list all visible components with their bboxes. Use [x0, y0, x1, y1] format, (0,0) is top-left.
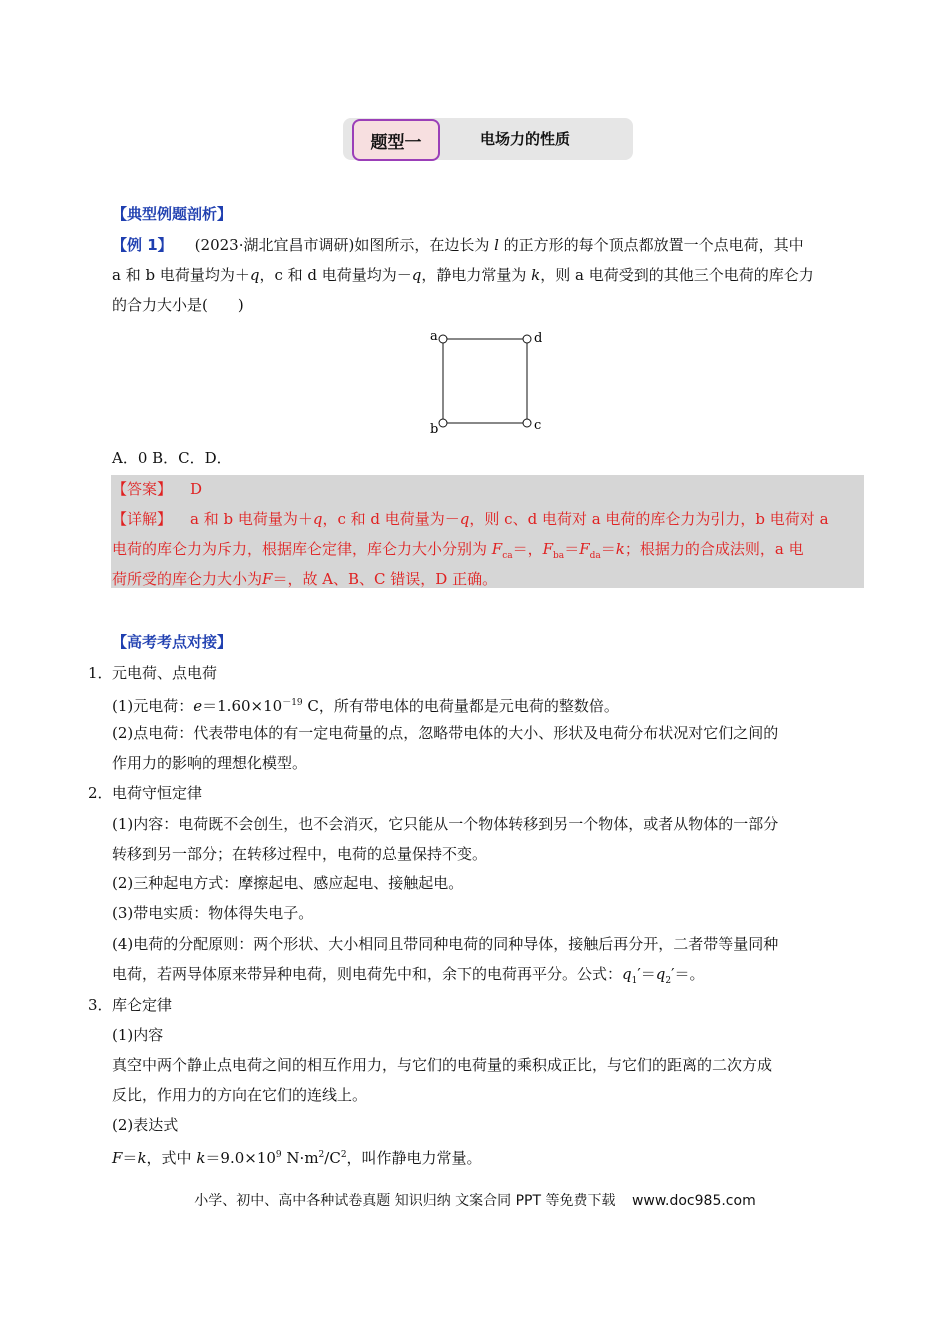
- point-3-title: 库仑定律: [112, 996, 173, 1014]
- square-charges-figure: [420, 325, 550, 440]
- detail-label: 【详解】: [112, 510, 173, 528]
- point-1-title: 元电荷、点电荷: [112, 664, 218, 682]
- page-footer: [0, 1190, 950, 1210]
- point-1-2a: (2)点电荷：代表带电体的有一定电荷量的点，忽略带电体的大小、形状及电荷分布状况对它们之间的: [112, 724, 779, 742]
- point-3-2-formula: F＝k，式中 $k=9.0\times 10^9$ $N\cdot m^2/C^2$，叫作静电力常量。: [112, 1149, 482, 1167]
- point-3-number: 3．: [88, 996, 113, 1014]
- point-2-1a: (1)内容：电荷既不会创生，也不会消灭，它只能从一个物体转移到另一个物体，或者从物体的一部分: [112, 815, 779, 833]
- answer-value: D: [190, 480, 203, 498]
- exam-points-heading: 【高考考点对接】: [112, 633, 233, 651]
- section-badge: 题型一: [352, 119, 440, 161]
- point-3-1: (1)内容: [112, 1026, 164, 1044]
- answer-label: 【答案】: [112, 480, 173, 498]
- point-2-4a: (4)电荷的分配原则：两个形状、大小相同且带同种电荷的同种导体，接触后再分开，二者带等量同种: [112, 935, 779, 953]
- point-1-2b: 作用力的影响的理想化模型。: [112, 754, 308, 772]
- typical-example-heading: 【典型例题剖析】: [112, 205, 233, 223]
- point-3-1a: 真空中两个静止点电荷之间的相互作用力，与它们的电荷量的乘积成正比，与它们的距离的二次方成: [112, 1056, 773, 1074]
- point-1-number: 1．: [88, 664, 113, 682]
- detail-line-3: 荷所受的库仑力大小为F＝，故 A、B、C 错误，D 正确。: [112, 570, 498, 588]
- example-line-3: 的合力大小是( ): [112, 296, 244, 314]
- label-d: d: [534, 331, 543, 346]
- point-2-2: (2)三种起电方式：摩擦起电、感应起电、接触起电。: [112, 874, 464, 892]
- section-title: 电场力的性质: [480, 130, 571, 148]
- footer-text: 小学、初中、高中各种试卷真题 知识归纳 文案合同 PPT 等免费下载: [194, 1193, 616, 1209]
- detail-line-1: 【详解】 a 和 b 电荷量为＋q，c 和 d 电荷量为－q，则 c、d 电荷对 a 电荷的库仑力为引力，b 电荷对 a: [112, 510, 829, 528]
- point-2-title: 电荷守恒定律: [112, 784, 203, 802]
- label-c: c: [534, 418, 542, 433]
- point-2-4b: 电荷，若两导体原来带异种电荷，则电荷先中和，余下的电荷再平分。公式：$q_1'=q_2'=$。: [112, 965, 705, 986]
- example-tag: 【例 1】: [112, 236, 173, 254]
- answer-options: A．0 B．C．D．: [112, 449, 232, 467]
- point-3-2: (2)表达式: [112, 1116, 179, 1134]
- detail-line-2: 电荷的库仑力为斥力，根据库仑定律，库仑力大小分别为 $F_{ca}=$，$F_{ba}=F_{da}=k$；根据力的合成法则，a 电: [112, 540, 804, 561]
- label-a: a: [430, 329, 438, 344]
- point-2-3: (3)带电实质：物体得失电子。: [112, 904, 314, 922]
- answer-line: [112, 474, 202, 504]
- point-2-number: 2．: [88, 784, 113, 802]
- point-2-1b: 转移到另一部分；在转移过程中，电荷的总量保持不变。: [112, 845, 488, 863]
- point-3-1b: 反比，作用力的方向在它们的连线上。: [112, 1086, 368, 1104]
- example-line-2: a 和 b 电荷量均为＋q，c 和 d 电荷量均为－q，静电力常量为 k，则 a 电荷受到的其他三个电荷的库仑力: [112, 266, 814, 284]
- label-b: b: [430, 422, 439, 437]
- example-line-1: 【例 1】 (2023·湖北宜昌市调研)如图所示，在边长为 l 的正方形的每个顶点都放置一个点电荷，其中: [112, 236, 804, 254]
- footer-url[interactable]: www.doc985.com: [631, 1193, 756, 1209]
- point-1-1: (1)元电荷：$e=1.60\times 10^{-19}$ C，所有带电体的电荷量都是元电荷的整数倍。: [112, 697, 619, 715]
